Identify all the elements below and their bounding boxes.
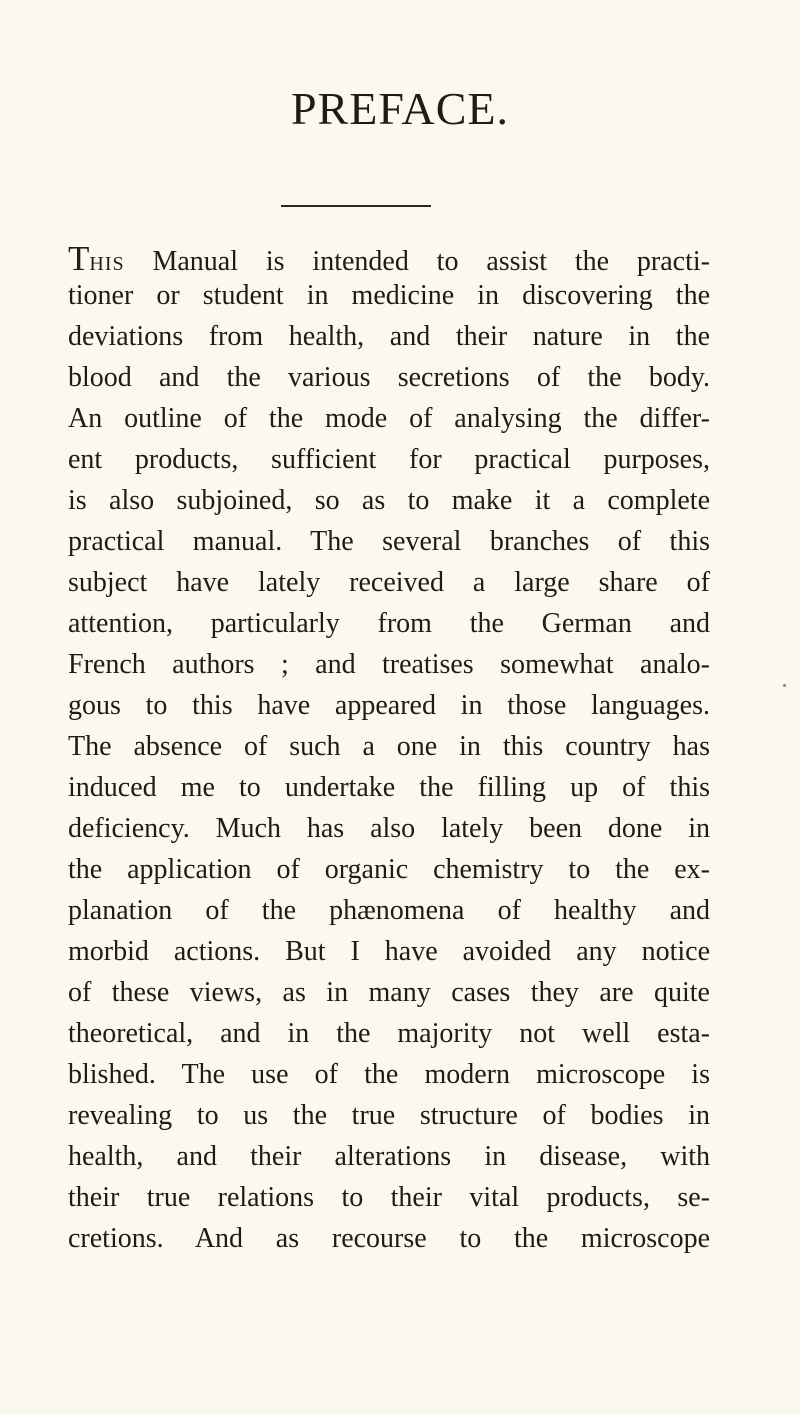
- paragraph-line: attention, particularly from the German and: [68, 608, 710, 639]
- paragraph-line: blished. The use of the modern microscope is: [68, 1059, 710, 1090]
- paragraph-line: An outline of the mode of analysing the differ-: [68, 403, 710, 434]
- page-edge-mark: [783, 684, 786, 687]
- paragraph-line: revealing to us the true structure of bodies in: [68, 1100, 710, 1131]
- drop-initial: T: [68, 239, 90, 278]
- paragraph-line: planation of the phænomena of healthy and: [68, 895, 710, 926]
- paragraph-line: health, and their alterations in disease, with: [68, 1141, 710, 1172]
- paragraph-line: is also subjoined, so as to make it a complete: [68, 485, 710, 516]
- paragraph-line: tioner or student in medicine in discovering the: [68, 280, 710, 311]
- paragraph-line: cretions. And as recourse to the microscope: [68, 1223, 710, 1254]
- paragraph-line: [68, 241, 710, 276]
- title-divider: [281, 205, 431, 207]
- paragraph-line: the application of organic chemistry to the ex-: [68, 854, 710, 885]
- paragraph-line: deficiency. Much has also lately been done in: [68, 813, 710, 844]
- paragraph-line: The absence of such a one in this country has: [68, 731, 710, 762]
- paragraph-line: deviations from health, and their nature in the: [68, 321, 710, 352]
- paragraph-line: practical manual. The several branches of this: [68, 526, 710, 557]
- paragraph-line: gous to this have appeared in those languages.: [68, 690, 710, 721]
- paragraph-line: French authors ; and treatises somewhat analo-: [68, 649, 710, 680]
- paragraph-line: morbid actions. But I have avoided any notice: [68, 936, 710, 967]
- first-line-text: Manual is intended to assist the practi-: [152, 246, 710, 277]
- paragraph-line: subject have lately received a large share of: [68, 567, 710, 598]
- paragraph-line: of these views, as in many cases they are quite: [68, 977, 710, 1008]
- paragraph-line: induced me to undertake the filling up of this: [68, 772, 710, 803]
- paragraph-line: blood and the various secretions of the body.: [68, 362, 710, 393]
- paragraph-line: theoretical, and in the majority not well esta-: [68, 1018, 710, 1049]
- paragraph-line: ent products, sufficient for practical purposes,: [68, 444, 710, 475]
- page-title: PREFACE.: [290, 83, 510, 134]
- paragraph-line: their true relations to their vital products, se-: [68, 1182, 710, 1213]
- small-caps-word: HIS: [89, 253, 125, 275]
